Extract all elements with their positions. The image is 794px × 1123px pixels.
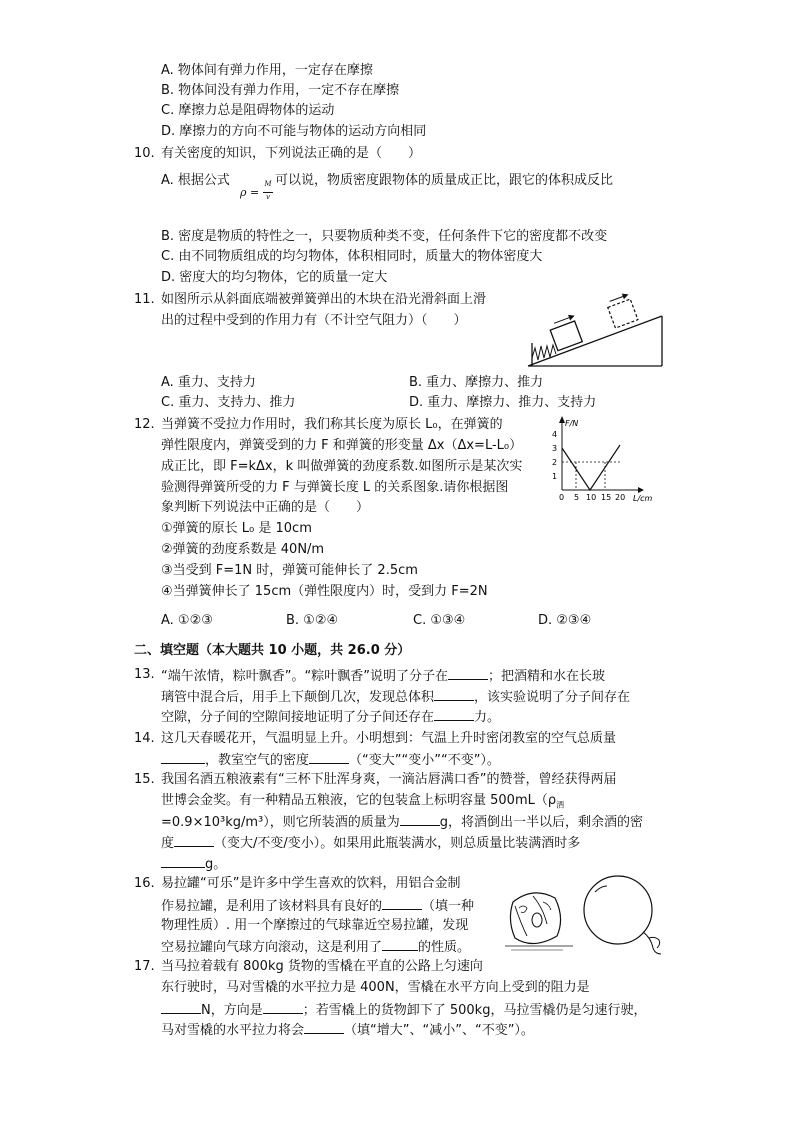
q13-line1 [161, 666, 605, 686]
section-2-heading: 二、填空题（本大题共 10 小题，共 26.0 分） [134, 643, 411, 658]
q17-blank-1 [161, 1000, 201, 1014]
formula-lhs: ρ = [240, 186, 260, 199]
q12-line1: 当弹簧不受拉力作用时，我们称其长度为原长 L₀，在弹簧的 [161, 417, 503, 432]
q11-number: 11. [134, 292, 155, 307]
q10-option-d: D. 密度大的均匀物体，它的质量一定大 [161, 270, 388, 285]
q15-number: 15. [134, 772, 155, 787]
q13-l1a: “端午浓情，粽叶飘香”。“粽叶飘香”说明了分子在 [161, 669, 448, 684]
q17-line1: 当马拉着载有 800kg 货物的雪橇在平直的公路上匀速向 [161, 959, 483, 974]
q11-line2: 出的过程中受到的作用力有（不计空气阻力）（ ） [161, 313, 467, 328]
formula-denominator: v [266, 193, 270, 201]
q14-line2 [161, 750, 500, 770]
q17-l4a: 马对雪橇的水平拉力将会 [161, 1023, 305, 1038]
q17-line4 [161, 1020, 534, 1040]
q11-line1: 如图所示从斜面底端被弹簧弹出的木块在沿光滑斜面上滑 [161, 292, 487, 307]
q12-option-d: D. ②③④ [538, 613, 592, 628]
q16-l4b: 的性质。 [418, 940, 471, 955]
q15-l4a: 度 [161, 836, 175, 851]
balloon-drawing [584, 876, 661, 954]
q12-statement-1: ①弹簧的原长 L₀ 是 10cm [161, 521, 312, 536]
q12-statement-2: ②弹簧的劲度系数是 40N/m [161, 542, 325, 557]
q14-l2b: ，教室空气的密度 [205, 753, 310, 768]
q13-blank-1 [448, 666, 488, 680]
graph-xtick-20: 20 [615, 493, 626, 502]
q13-blank-2 [434, 687, 474, 701]
q11-option-b: B. 重力、摩擦力、推力 [409, 375, 544, 390]
q10-option-c: C. 由不同物质组成的均匀物体，体积相同时，质量大的物体密度大 [161, 249, 543, 264]
q12-line5: 象判断下列说法中正确的是（ ） [161, 500, 370, 515]
q12-line4: 验测得弹簧所受的力 F 与弹簧长度 L 的关系图象.请你根据图 [161, 480, 509, 495]
q15-l3b: g，将酒倒出一半以后，剩余酒的密 [439, 815, 644, 830]
q15-line1: 我国名酒五粮液素有“三杯下肚浑身爽，一滴沾唇满口香”的赞誉，曾经获得两届 [161, 772, 617, 787]
q16-l4a: 空易拉罐向气球方向滚动，这是利用了 [161, 940, 383, 955]
q17-number: 17. [134, 959, 155, 974]
q17-blank-2 [263, 1000, 303, 1014]
q12-number: 12. [134, 417, 155, 432]
q17-line3 [161, 1000, 646, 1020]
q16-l2a: 作易拉罐，是利用了该材料具有良好的 [161, 899, 383, 914]
q15-l2: 世博会金奖。有一种精品五粮液，它的包装盒上标明容量 500mL（ρ [161, 793, 557, 808]
q12-line3: 成正比，即 F=kΔx，k 叫做弹簧的劲度系数.如图所示是某次实 [161, 459, 523, 474]
q9-option-c: C. 摩擦力总是阻碍物体的运动 [161, 103, 335, 118]
q16-line4 [161, 937, 470, 957]
q9-option-a: A. 物体间有弹力作用，一定存在摩擦 [161, 63, 373, 78]
q16-line3: 物理性质）. 用一个摩擦过的气球靠近空易拉罐，发现 [161, 918, 469, 933]
graph-ytick-4: 4 [552, 430, 558, 439]
graph-xlabel: L/cm [633, 494, 653, 503]
graph-xtick-10: 10 [586, 493, 597, 502]
q13-line3 [161, 707, 500, 727]
graph-ytick-2: 2 [552, 458, 558, 467]
can-drawing [505, 893, 573, 950]
q14-blank-2 [309, 750, 349, 764]
q16-blank-1 [382, 896, 422, 910]
q15-l4b: （变大/不变/变小）。如果用此瓶装满水，则总质量比装满酒时多 [214, 836, 581, 851]
graph-xtick-15: 15 [601, 493, 612, 502]
q13-number: 13. [134, 667, 155, 682]
q10-number: 10. [134, 146, 155, 161]
q12-option-a: A. ①②③ [161, 613, 213, 628]
formula-numerator: M [264, 180, 272, 188]
q15-l5b: g。 [205, 857, 227, 872]
q16-blank-2 [382, 937, 418, 951]
q13-l3a: 空隙，分子间的空隙间接地证明了分子间还存在 [161, 710, 435, 725]
q14-l2c: （“变大”“变小”“不变”）。 [349, 753, 500, 768]
q10-option-a-suffix: 可以说，物质密度跟物体的质量成正比，跟它的体积成反比 [275, 173, 614, 188]
q12-statement-3: ③当受到 F=1N 时，弹簧可能伸长了 2.5cm [161, 563, 418, 578]
q12-statement-4: ④当弹簧伸长了 15cm（弹性限度内）时，受到力 F=2N [161, 584, 488, 599]
q15-line5 [161, 854, 226, 874]
q11-option-c: C. 重力、支持力、推力 [161, 395, 296, 410]
incline-spring-figure [522, 288, 667, 370]
q15-blank-3 [161, 854, 205, 868]
q13-l2b: ，该实验说明了分子间存在 [474, 690, 631, 705]
graph-ytick-3: 3 [552, 444, 558, 453]
q17-line2: 东行驶时，马对雪橇的水平拉力是 400N，雪橇在水平方向上受到的阻力是 [161, 980, 590, 995]
q9-option-b: B. 物体间没有弹力作用，一定不存在摩擦 [161, 83, 400, 98]
q16-number: 16. [134, 876, 155, 891]
q16-l2b: （填一种 [422, 899, 475, 914]
q13-line2 [161, 687, 630, 707]
q15-l2-sub: 酒 [556, 800, 565, 810]
q14-blank-1 [161, 750, 205, 764]
q17-l3a: N，方向是 [201, 1003, 263, 1018]
q9-option-d: D. 摩擦力的方向不可能与物体的运动方向相同 [161, 124, 427, 139]
q12-line2: 弹性限度内，弹簧受到的力 F 和弹簧的形变量 Δx（Δx=L-L₀） [161, 438, 523, 453]
q15-line3 [161, 812, 643, 832]
graph-xtick-5: 5 [574, 493, 580, 502]
q10-option-a-prefix: A. 根据公式 [161, 173, 230, 188]
q15-blank-1 [400, 812, 440, 826]
q12-option-c: C. ①③④ [413, 613, 466, 628]
q13-l1b: ；把酒精和水在长玻 [487, 669, 605, 684]
q16-line1: 易拉罐“可乐”是许多中学生喜欢的饮料，用铝合金制 [161, 876, 461, 891]
q15-blank-2 [174, 833, 214, 847]
can-and-balloon-figure [503, 872, 663, 956]
q15-l3a: =0.9×10³kg/m³），则它所装酒的质量为 [161, 815, 400, 830]
q17-l4b: （填“增大”、“减小”、“不变”）。 [344, 1023, 534, 1038]
q10-option-b: B. 密度是物质的特性之一，只要物质种类不变，任何条件下它的密度都不改变 [161, 229, 608, 244]
q10-stem: 有关密度的知识，下列说法正确的是（ ） [161, 146, 422, 161]
q13-blank-3 [434, 707, 474, 721]
q13-l2a: 璃管中混合后，用手上下颠倒几次，发现总体积 [161, 690, 435, 705]
graph-xtick-0: 0 [559, 493, 565, 502]
force-length-graph [540, 414, 660, 504]
graph-ytick-1: 1 [552, 472, 558, 481]
graph-ylabel: F/N [565, 419, 579, 428]
q16-line2 [161, 896, 474, 916]
q11-option-a: A. 重力、支持力 [161, 375, 256, 390]
graph-line [562, 445, 620, 490]
q17-blank-3 [304, 1020, 344, 1034]
q17-l3b: ；若雪橇上的货物卸下了 500kg，马拉雪橇仍是匀速行驶， [302, 1003, 647, 1018]
q14-line1: 这几天春暖花开，气温明显上升。小明想到：气温上升时密闭教室的空气总质量 [161, 731, 617, 746]
q11-option-d: D. 重力、摩擦力、推力、支持力 [409, 395, 597, 410]
q12-option-b: B. ①②④ [286, 613, 339, 628]
q13-l3b: 力。 [474, 710, 501, 725]
q15-line4 [161, 833, 580, 853]
q14-number: 14. [134, 731, 155, 746]
